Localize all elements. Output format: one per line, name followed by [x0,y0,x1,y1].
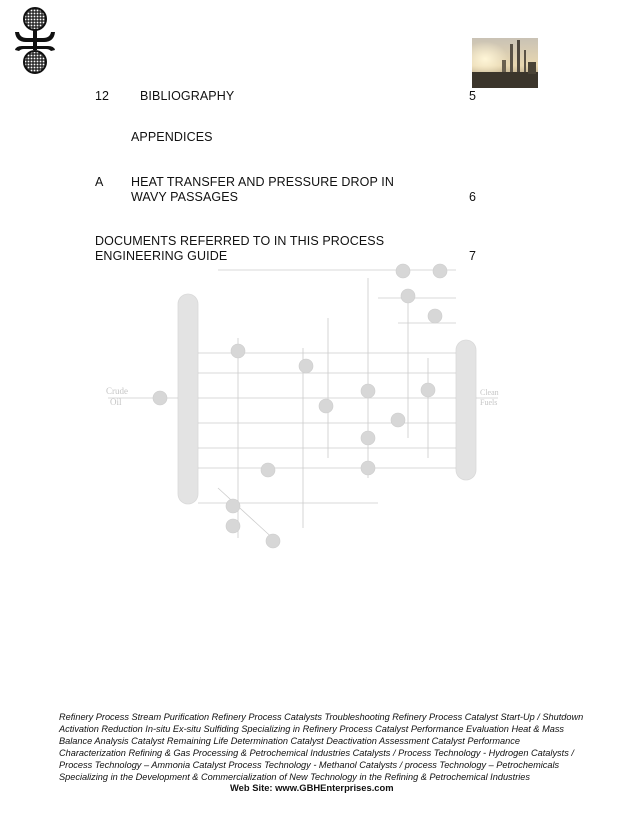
footer-line-5: Process Technology – Ammonia Catalyst Process Technology - Methanol Catalysts / process Technology – Petrochemicals [59,760,560,770]
footer-line-2: Activation Reduction In-situ Ex-situ Sulfiding Specializing in Refinery Process Catalyst Performance Evaluation Heat & Mass [59,724,565,734]
diagram-product-label-line1: Clean [480,388,499,397]
footer-line-6: Specializing in the Development & Commercialization of New Technology in the Refining & Petrochemical Industries [59,772,531,782]
footer-line-1: Refinery Process Stream Purification Refinery Process Catalysts Troubleshooting Refinery Process Catalyst Start-Up / Shutdown [59,712,584,722]
toc-page-heat-transfer: 6 [469,190,477,204]
footer-line-4: Characterization Refining & Gas Processing & Petrochemical Industries Catalysts / Process Technology - Hydrogen Catalysts / [59,748,574,758]
toc-title-documents-line1: DOCUMENTS REFERRED TO IN THIS PROCESS [95,234,385,248]
refinery-photo [472,38,538,88]
refinery-flow-diagram-watermark [78,258,508,560]
toc-number-a: A [95,175,104,189]
footer-website-link[interactable]: Web Site: www.GBHEnterprises.com [230,782,394,793]
diagram-feed-label-line2: Oil [110,397,122,407]
toc-title-heat-transfer-line1: HEAT TRANSFER AND PRESSURE DROP IN [131,175,394,189]
toc-number-12: 12 [95,89,110,103]
toc-title-bibliography: BIBLIOGRAPHY [140,89,235,103]
toc-title-documents-line2: ENGINEERING GUIDE [95,249,228,263]
toc-title-heat-transfer-line2: WAVY PASSAGES [131,190,239,204]
toc-page-documents: 7 [469,249,477,263]
footer-line-3: Balance Analysis Catalyst Remaining Life Determination Catalyst Deactivation Assessment Catalyst Performance [59,736,520,746]
diagram-product-label-line2: Fuels [480,398,498,407]
company-logo [12,6,58,76]
toc-page-bibliography: 5 [469,89,477,103]
diagram-feed-label-line1: Crude [106,386,128,396]
toc-heading-appendices: APPENDICES [131,130,213,144]
